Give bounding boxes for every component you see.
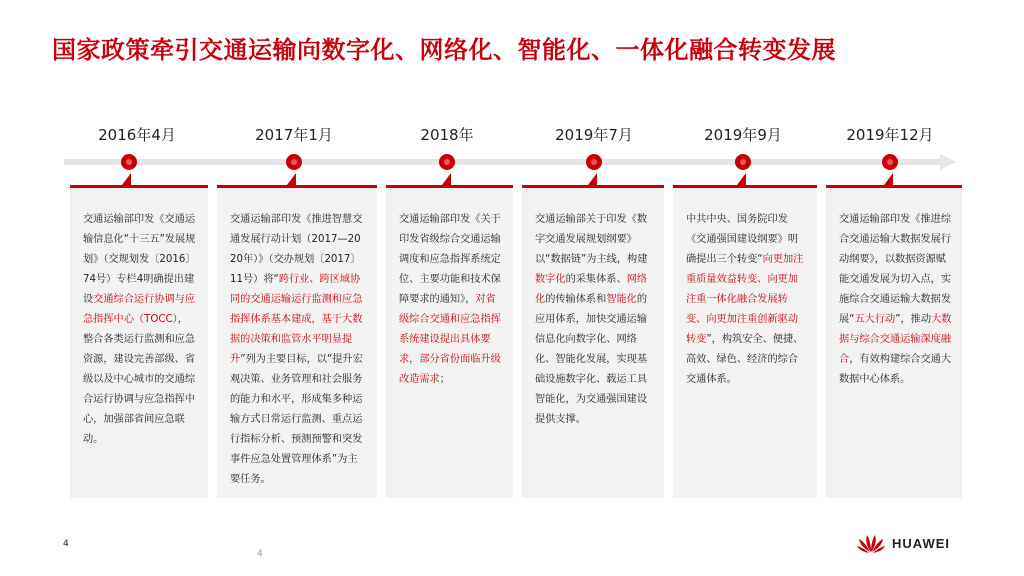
milestone-card [826, 185, 962, 498]
body-text: 的采集体系、 [565, 274, 627, 285]
milestone-date: 2016年4月 [98, 126, 176, 144]
milestone-date: 2019年12月 [846, 126, 934, 144]
body-text: ； [439, 374, 450, 385]
milestone-card [673, 185, 817, 498]
body-text: 交通运输部印发《关于印发省级综合交通运输调度和应急指挥系统定位、主要功能和技术保障要求的通知》， [399, 214, 501, 305]
highlight-text: 大数据与综合交通运输深度融合 [839, 314, 952, 365]
milestone-date: 2019年7月 [555, 126, 633, 144]
highlight-text: 对省级综合交通和应急指挥系统建设提出具体要求，部分省份面临升级改造需求 [399, 294, 501, 385]
highlight-text: 智能化 [606, 294, 637, 305]
timeline-marker [882, 154, 898, 170]
milestone-card [386, 185, 513, 498]
milestone-text [230, 210, 367, 490]
timeline-marker [439, 154, 455, 170]
timeline-marker [286, 154, 302, 170]
huawei-logo [856, 532, 950, 554]
huawei-wordmark: HUAWEI [892, 535, 950, 551]
milestone-text [535, 210, 654, 430]
body-text: ”，推动 [895, 314, 932, 325]
milestone-text [686, 210, 807, 390]
milestone-text [839, 210, 952, 390]
milestone-date: 2018年 [420, 126, 474, 144]
page-number-center: 4 [257, 549, 263, 559]
milestone-card [522, 185, 664, 498]
milestone-card [217, 185, 377, 498]
milestone-card [70, 185, 208, 498]
body-text: ，有效构建综合交通大数据中心体系。 [839, 354, 952, 385]
body-text: 交通运输部印发《推进综合交通运输大数据发展行动纲要》，以数据资源赋能交通发展为切入点，实施综合交通运输大数据发展“ [839, 214, 952, 325]
page-number: 4 [63, 539, 69, 549]
timeline-axis [64, 154, 956, 170]
highlight-text: 跨行业、跨区域协同的交通运输运行监测和应急指挥体系基本建成，基于大数据的决策和监管水平明显提升 [230, 274, 363, 365]
body-text: 的应用体系，加快交通运输信息化向数字化、网络化、智能化发展，实现基础设施数字化、载运工具智能化，为交通强国建设提供支撑。 [535, 294, 648, 425]
highlight-text: 交通综合运行协调与应急指挥中心（TOCC） [83, 294, 196, 325]
body-text: ”列为主要目标，以“提升宏观决策、业务管理和社会服务的能力和水平，形成集多种运输方式日常运行监测、重点运行指标分析、预测预警和突发事件应急处置管理体系”为主要任务。 [230, 354, 363, 485]
timeline-marker [121, 154, 137, 170]
milestone-text [399, 210, 503, 390]
body-text: ，整合各类运行监测和应急资源，建设完善部级、省级以及中心城市的交通综合运行协调与应急指挥中心，加强部省间应急联动。 [83, 314, 196, 445]
body-text: 交通运输部印发《推进智慧交通发展行动计划（2017—2020年）》（交办规划〔2017〕11号）将“ [230, 214, 363, 285]
milestone-date: 2019年9月 [704, 126, 782, 144]
body-text: 交通运输部印发《交通运输信息化“十三五”发展规划》（交规划发〔2016〕74号）专栏4明确提出建设 [83, 214, 196, 305]
page-title: 国家政策牵引交通运输向数字化、网络化、智能化、一体化融合转变发展 [52, 36, 836, 64]
body-text: 的传输体系和 [545, 294, 607, 305]
body-text: ”，构筑安全、便捷、高效、绿色、经济的综合交通体系。 [686, 334, 804, 385]
body-text: 交通运输部关于印发《数字交通发展规划纲要》以“数据链”为主线，构建 [535, 214, 648, 265]
highlight-text: 网络化 [535, 274, 648, 305]
milestone-date: 2017年1月 [255, 126, 333, 144]
timeline-marker [586, 154, 602, 170]
highlight-text: 数字化 [535, 274, 566, 285]
body-text: 中共中央、国务院印发《交通强国建设纲要》明确提出三个转变“ [686, 214, 799, 265]
highlight-text: 五大行动 [854, 314, 896, 325]
milestone-text [83, 210, 198, 450]
timeline-marker [735, 154, 751, 170]
huawei-flower-icon [856, 532, 886, 554]
highlight-text: 向更加注重质量效益转变、向更加注重一体化融合发展转变、向更加注重创新驱动转变 [686, 254, 804, 345]
